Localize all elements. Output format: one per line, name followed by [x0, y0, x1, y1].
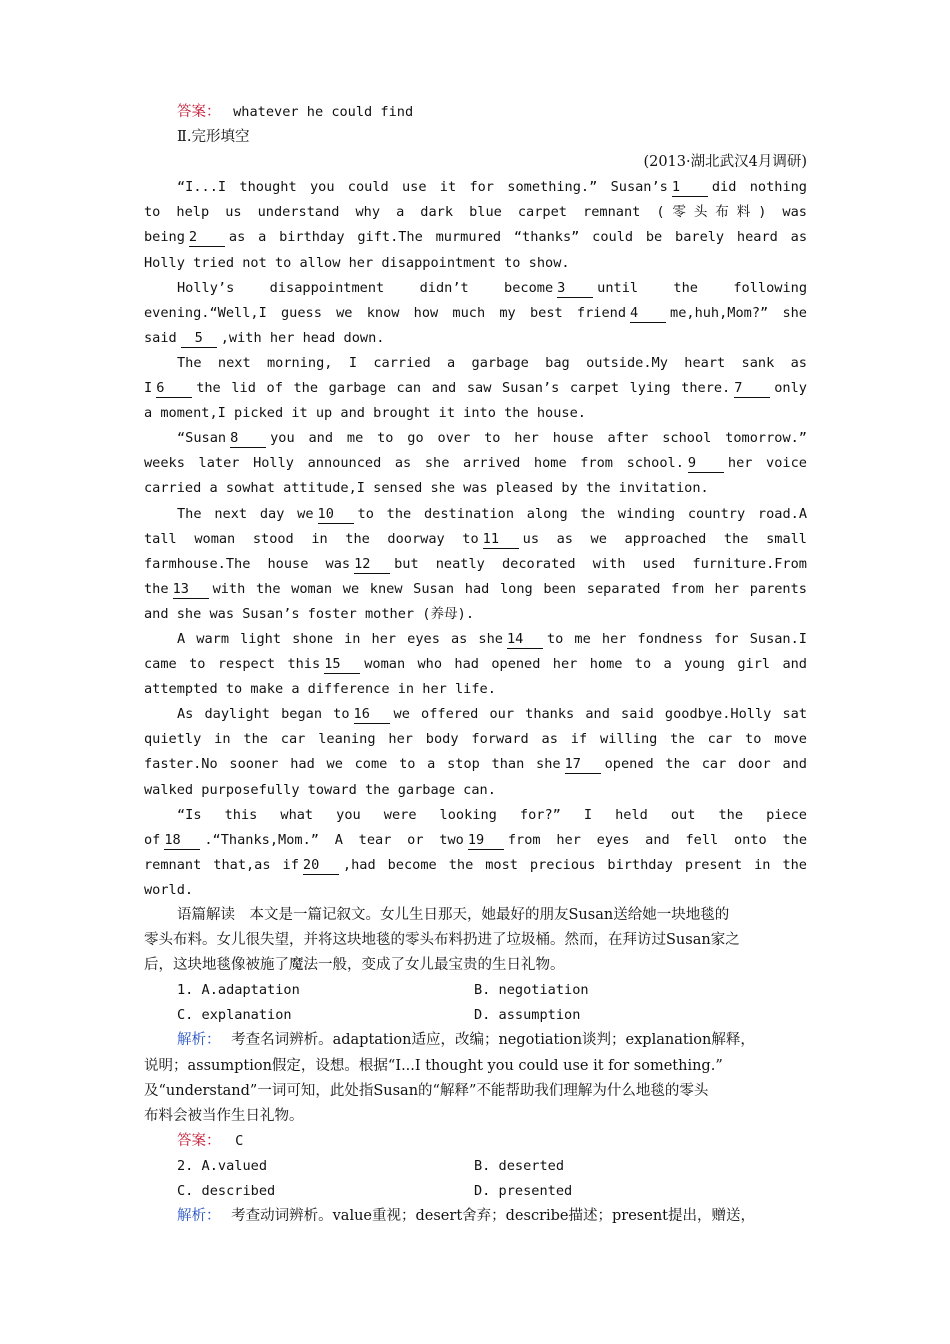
passage-line: [144, 778, 807, 803]
option-b: B. negotiation: [474, 982, 589, 999]
passage-text: “Is this what you were looking for?” I held out the piece: [177, 806, 807, 823]
passage-line: [144, 376, 807, 401]
passage-line: [144, 301, 807, 326]
blank-12: 12: [354, 556, 390, 574]
passage-text: with the woman we knew Susan had long been separated from her parents: [212, 580, 807, 597]
document-page: [144, 100, 807, 1229]
analysis-text: 考查名词辨析。adaptation适应，改编；negotiation谈判；explanation解释，: [231, 1032, 755, 1049]
passage-text: us as we approached the small: [522, 530, 807, 547]
passage-line: [144, 853, 807, 878]
passage-text: evening.“Well,I guess we know how much my best friend: [144, 304, 627, 321]
blank-14: 14: [507, 631, 543, 649]
passage-text: to the destination along the winding country road.A: [357, 505, 807, 522]
option-d: D. assumption: [474, 1007, 581, 1024]
analysis-line: [144, 1028, 807, 1053]
passage-text: farmhouse.The house was: [144, 555, 351, 572]
passage-text: Holly tried not to allow her disappointment to show.: [144, 254, 570, 271]
passage-text: me,huh,Mom?” she: [670, 304, 807, 321]
passage-line: [144, 276, 807, 301]
passage-text: faster.No sooner had we come to a stop than she: [144, 756, 561, 773]
passage-text: Holly’s disappointment didn’t become: [177, 279, 554, 296]
passage-line: [144, 527, 807, 552]
summary-line: 后，这块地毯像被施了魔法一般，变成了女儿最宝贵的生日礼物。: [144, 957, 565, 974]
passage-line: [144, 476, 807, 501]
options-row: [144, 1003, 807, 1028]
blank-5: 5: [181, 330, 217, 348]
passage-text: a moment,I picked it up and brought it into the house.: [144, 405, 586, 422]
analysis-line: [144, 1204, 807, 1229]
blank-15: 15: [324, 656, 360, 674]
passage-line: [144, 878, 807, 903]
analysis-label: 解析：: [177, 1208, 221, 1225]
blank-6: 6: [156, 380, 192, 398]
passage-text: we offered our thanks and said goodbye.Holly sat: [393, 706, 807, 723]
passage-text: you and me to go over to her house after school tomorrow.”: [270, 430, 807, 447]
passage-line: [144, 803, 807, 828]
blank-2: 2: [189, 229, 225, 247]
passage-line: [144, 225, 807, 250]
passage-text: until the following: [597, 279, 807, 296]
passage-text: the lid of the garbage can and saw Susan’s carpet lying there.: [196, 380, 731, 397]
passage-line: [144, 502, 807, 527]
source-note: (2013·湖北武汉4月调研): [643, 154, 807, 171]
answer-value: C: [235, 1132, 244, 1149]
answer-line: [144, 1129, 807, 1154]
analysis-line: 说明；assumption假定，设想。根据“I...I thought you could use it for something.”: [144, 1057, 723, 1074]
passage-text: from her eyes and fell onto the: [507, 831, 807, 848]
passage-text: ,had become the most precious birthday present in the: [342, 856, 807, 873]
passage-text: As daylight began to: [177, 706, 350, 723]
passage-text: carried a sowhat attitude,I sensed she was pleased by the invitation.: [144, 480, 709, 497]
passage-text: as a birthday gift.The murmured “thanks” could be barely heard as: [228, 229, 807, 246]
analysis-label: 解析：: [177, 1032, 221, 1049]
passage-line: [144, 677, 807, 702]
cloze-passage: [144, 175, 807, 903]
passage-text: but neatly decorated with used furniture.From: [394, 555, 807, 572]
blank-9: 9: [688, 455, 724, 473]
passage-line: [144, 602, 807, 627]
passage-text: tall woman stood in the doorway to: [144, 530, 479, 547]
passage-line: [144, 251, 807, 276]
blank-7: 7: [734, 380, 770, 398]
passage-text: .“Thanks,Mom.” A tear or two: [204, 831, 464, 848]
passage-text: the: [144, 580, 169, 597]
passage-line: [144, 577, 807, 602]
passage-line: [144, 351, 807, 376]
passage-line: [144, 326, 807, 351]
passage-line: [144, 627, 807, 652]
section-title: Ⅱ.完形填空: [177, 129, 250, 146]
passage-line: [144, 752, 807, 777]
passage-text: being: [144, 229, 185, 246]
question-2: [144, 1154, 807, 1229]
options-row: [144, 1179, 807, 1204]
option-b: B. deserted: [474, 1157, 565, 1174]
passage-line: [144, 552, 807, 577]
blank-13: 13: [173, 581, 209, 599]
passage-text: “Susan: [177, 430, 227, 447]
passage-line: [144, 727, 807, 752]
passage-line: [144, 401, 807, 426]
question-1: [144, 978, 807, 1154]
passage-text: of: [144, 831, 161, 848]
answer-value: whatever he could find: [233, 104, 414, 120]
passage-text: remnant that,as if: [144, 856, 299, 873]
summary-line: 零头布料。女儿很失望，并将这块地毯的零头布料扔进了垃圾桶。然而，在拜访过Susan家之: [144, 932, 740, 949]
passage-text: I: [144, 380, 153, 397]
passage-text: weeks later Holly announced as she arrived home from school.: [144, 455, 684, 472]
passage-text: only: [774, 380, 807, 397]
passage-text: and she was Susan’s foster mother (养母).: [144, 605, 475, 622]
passage-line: [144, 702, 807, 727]
passage-text: came to respect this: [144, 656, 321, 673]
blank-18: 18: [164, 832, 200, 850]
summary-line: 语篇解读 本文是一篇记叙文。女儿生日那天，她最好的朋友Susan送给她一块地毯的: [177, 907, 730, 923]
passage-text: to me her fondness for Susan.I: [546, 630, 807, 647]
passage-text: The next day we: [177, 505, 314, 522]
passage-text: world.: [144, 881, 194, 898]
blank-11: 11: [483, 531, 519, 549]
passage-text: “I...I thought you could use it for something.” Susan’s: [177, 179, 668, 196]
passage-line: [144, 828, 807, 853]
passage-text: opened the car door and: [604, 756, 807, 773]
passage-line: [144, 451, 807, 476]
answer-label: 答案：: [177, 104, 221, 120]
passage-text: attempted to make a difference in her life.: [144, 681, 496, 698]
passage-text: her voice: [727, 455, 807, 472]
option-c: C. described: [177, 1183, 276, 1200]
passage-line: [144, 200, 807, 225]
option-a: 1. A.adaptation: [177, 982, 300, 999]
options-row: [144, 1154, 807, 1179]
prev-answer-line: [144, 100, 807, 125]
blank-3: 3: [557, 280, 593, 298]
passage-text: woman who had opened her home to a young girl and: [364, 656, 807, 673]
analysis-text: 考查动词辨析。value重视；desert舍弃；describe描述；present提出，赠送，: [231, 1208, 755, 1225]
options-row: [144, 978, 807, 1003]
passage-text: did nothing: [711, 179, 807, 196]
blank-10: 10: [318, 506, 354, 524]
passage-line: [144, 426, 807, 451]
passage-text: quietly in the car leaning her body forward as if willing the car to move: [144, 731, 807, 748]
passage-text: said: [144, 329, 177, 346]
blank-20: 20: [303, 857, 339, 875]
analysis-line: 及“understand”一词可知，此处指Susan的“解释”不能帮助我们理解为什么地毯的零头: [144, 1082, 709, 1099]
blank-1: 1: [672, 179, 708, 197]
blank-8: 8: [230, 430, 266, 448]
blank-17: 17: [565, 756, 601, 774]
option-d: D. presented: [474, 1183, 573, 1200]
passage-text: The next morning, I carried a garbage bag outside.My heart sank as: [177, 354, 807, 371]
passage-line: [144, 652, 807, 677]
passage-text: to help us understand why a dark blue carpet remnant (零头布料) was: [144, 204, 807, 221]
blank-19: 19: [468, 832, 504, 850]
passage-summary: [144, 903, 807, 978]
blank-4: 4: [630, 305, 666, 323]
option-c: C. explanation: [177, 1007, 292, 1024]
passage-text: walked purposefully toward the garbage can.: [144, 781, 496, 798]
passage-text: ,with her head down.: [220, 329, 385, 346]
answer-label: 答案：: [177, 1132, 221, 1149]
passage-text: A warm light shone in her eyes as she: [177, 630, 503, 647]
passage-line: [144, 175, 807, 200]
blank-16: 16: [354, 706, 390, 724]
analysis-line: 布料会被当作生日礼物。: [144, 1107, 304, 1124]
option-a: 2. A.valued: [177, 1157, 268, 1174]
